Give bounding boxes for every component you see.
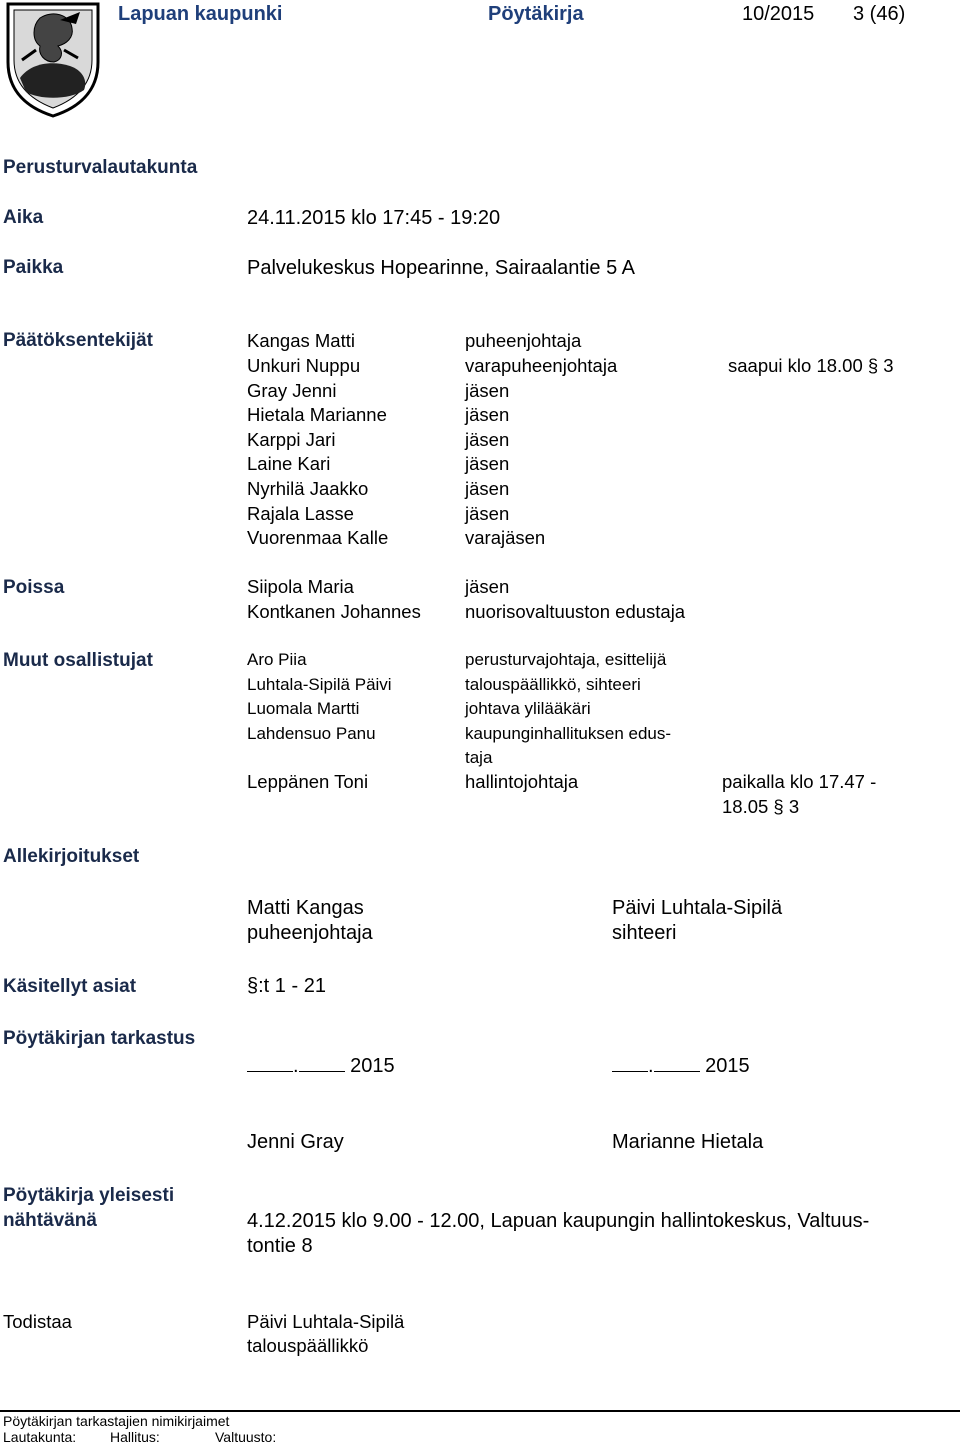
coat-of-arms-logo xyxy=(0,0,106,118)
member-role: jäsen xyxy=(465,503,510,524)
decision-makers-label: Päätöksentekijät xyxy=(3,330,153,351)
member-role: varapuheenjohtaja xyxy=(465,355,618,376)
member-name: Hietala Marianne xyxy=(247,404,387,425)
absent-name: Kontkanen Johannes xyxy=(247,601,421,622)
date-separator: . xyxy=(293,1055,299,1077)
handled-items-value: §:t 1 - 21 xyxy=(247,975,326,997)
reviewer-left: Jenni Gray xyxy=(247,1131,344,1153)
participant-name: Lahdensuo Panu xyxy=(247,724,376,743)
participant-note-continued: 18.05 § 3 xyxy=(722,796,800,817)
chair-name: Matti Kangas xyxy=(247,897,364,919)
absent-label: Poissa xyxy=(3,577,65,598)
participant-role: hallintojohtaja xyxy=(465,771,579,792)
participant-note: paikalla klo 17.47 - xyxy=(722,771,877,792)
date-blank-month xyxy=(299,1053,345,1072)
member-role: jäsen xyxy=(465,478,510,499)
certifier-name: Päivi Luhtala-Sipilä xyxy=(247,1311,405,1332)
footer-valtuusto: Valtuusto: xyxy=(215,1429,277,1445)
participant-role: perusturvajohtaja, esittelijä xyxy=(465,650,667,669)
member-role: jäsen xyxy=(465,429,510,450)
page-number: 3 (46) xyxy=(853,3,906,25)
certifier-role: talouspäällikkö xyxy=(247,1335,369,1356)
place-value: Palvelukeskus Hopearinne, Sairaalantie 5 A xyxy=(247,257,636,279)
absent-role: jäsen xyxy=(465,576,510,597)
participant-role: johtava ylilääkäri xyxy=(465,699,591,718)
member-role: varajäsen xyxy=(465,527,546,548)
member-name: Kangas Matti xyxy=(247,330,355,351)
review-date-left xyxy=(247,1053,395,1078)
member-name: Nyrhilä Jaakko xyxy=(247,478,369,499)
review-label: Pöytäkirjan tarkastus xyxy=(3,1028,196,1049)
date-year: 2015 xyxy=(705,1055,750,1077)
secretary-role: sihteeri xyxy=(612,922,677,944)
document-type: Pöytäkirja xyxy=(488,3,584,25)
other-participants-label: Muut osallistujat xyxy=(3,650,153,671)
time-label: Aika xyxy=(3,207,44,228)
member-name: Unkuri Nuppu xyxy=(247,355,361,376)
committee-name: Perusturvalautakunta xyxy=(3,157,198,178)
member-role: jäsen xyxy=(465,380,510,401)
organization-name: Lapuan kaupunki xyxy=(118,3,283,25)
date-separator: . xyxy=(648,1055,654,1077)
participant-name: Leppänen Toni xyxy=(247,771,369,792)
participant-name: Aro Piia xyxy=(247,650,307,669)
member-role: puheenjohtaja xyxy=(465,330,582,351)
secretary-name: Päivi Luhtala-Sipilä xyxy=(612,897,783,919)
signatures-label: Allekirjoitukset xyxy=(3,846,140,867)
member-note: saapui klo 18.00 § 3 xyxy=(728,355,894,376)
chair-role: puheenjohtaja xyxy=(247,922,373,944)
member-name: Karppi Jari xyxy=(247,429,336,450)
member-role: jäsen xyxy=(465,453,510,474)
participant-role: talouspäällikkö, sihteeri xyxy=(465,675,641,694)
participant-role-continued: taja xyxy=(465,748,493,767)
member-name: Gray Jenni xyxy=(247,380,337,401)
time-value: 24.11.2015 klo 17:45 - 19:20 xyxy=(247,207,501,229)
review-date-right xyxy=(612,1053,750,1078)
date-year: 2015 xyxy=(350,1055,395,1077)
member-name: Vuorenmaa Kalle xyxy=(247,527,389,548)
place-label: Paikka xyxy=(3,257,64,278)
public-display-value: 4.12.2015 klo 9.00 - 12.00, Lapuan kaupungin hallintokeskus, Valtuus- xyxy=(247,1210,870,1232)
public-display-value-continued: tontie 8 xyxy=(247,1235,313,1257)
public-display-label-continued: nähtävänä xyxy=(3,1210,97,1231)
participant-role: kaupunginhallituksen edus- xyxy=(465,724,672,743)
handled-items-label: Käsitellyt asiat xyxy=(3,976,137,997)
footer-divider xyxy=(0,1410,960,1412)
participant-name: Luhtala-Sipilä Päivi xyxy=(247,675,392,694)
footer-hallitus: Hallitus: xyxy=(110,1429,160,1445)
member-name: Laine Kari xyxy=(247,453,331,474)
public-display-label: Pöytäkirja yleisesti xyxy=(3,1185,175,1206)
member-role: jäsen xyxy=(465,404,510,425)
absent-name: Siipola Maria xyxy=(247,576,354,597)
participant-name: Luomala Martti xyxy=(247,699,360,718)
absent-role: nuorisovaltuuston edustaja xyxy=(465,601,686,622)
member-name: Rajala Lasse xyxy=(247,503,354,524)
date-blank-day xyxy=(247,1053,293,1072)
reviewer-right: Marianne Hietala xyxy=(612,1131,764,1153)
date-blank-day xyxy=(612,1053,648,1072)
date-blank-month xyxy=(654,1053,700,1072)
document-number: 10/2015 xyxy=(742,3,815,25)
certify-label: Todistaa xyxy=(3,1311,72,1332)
footer-lautakunta: Lautakunta: xyxy=(3,1429,77,1445)
footer-title: Pöytäkirjan tarkastajien nimikirjaimet xyxy=(3,1413,230,1429)
